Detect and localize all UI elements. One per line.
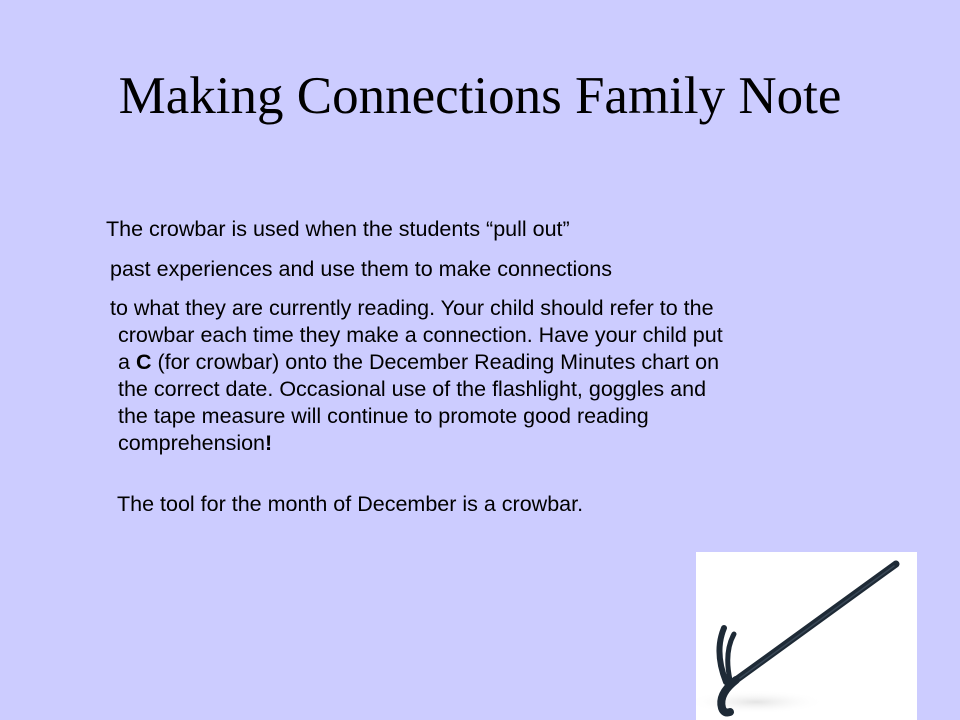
instructions-line-3 <box>110 349 890 376</box>
paragraph-month-tool: The tool for the month of December is a crowbar. <box>117 492 584 516</box>
crowbar-photo <box>696 552 917 720</box>
crowbar-letter: C <box>135 350 152 374</box>
instructions-line-6-prefix: comprehension <box>118 431 266 455</box>
exclamation-mark: ! <box>265 431 273 455</box>
instructions-line-3-prefix: a <box>118 350 136 374</box>
slide-title: Making Connections Family Note <box>118 67 842 125</box>
crowbar-icon <box>696 552 917 720</box>
instructions-line-4: the correct date. Occasional use of the flashlight, goggles and <box>118 377 707 401</box>
paragraph-experiences: past experiences and use them to make connections <box>110 257 612 281</box>
instructions-line-6 <box>110 430 890 457</box>
paragraph-instructions <box>110 295 890 457</box>
instructions-line-1: to what they are currently reading. Your child should refer to the <box>110 296 714 320</box>
instructions-line-3-suffix: (for crowbar) onto the December Reading Minutes chart on <box>151 350 720 374</box>
instructions-line-5: the tape measure will continue to promote good reading <box>118 404 649 428</box>
instructions-line-2: crowbar each time they make a connection. Have your child put <box>118 323 723 347</box>
paragraph-intro: The crowbar is used when the students “pull out” <box>106 217 570 241</box>
